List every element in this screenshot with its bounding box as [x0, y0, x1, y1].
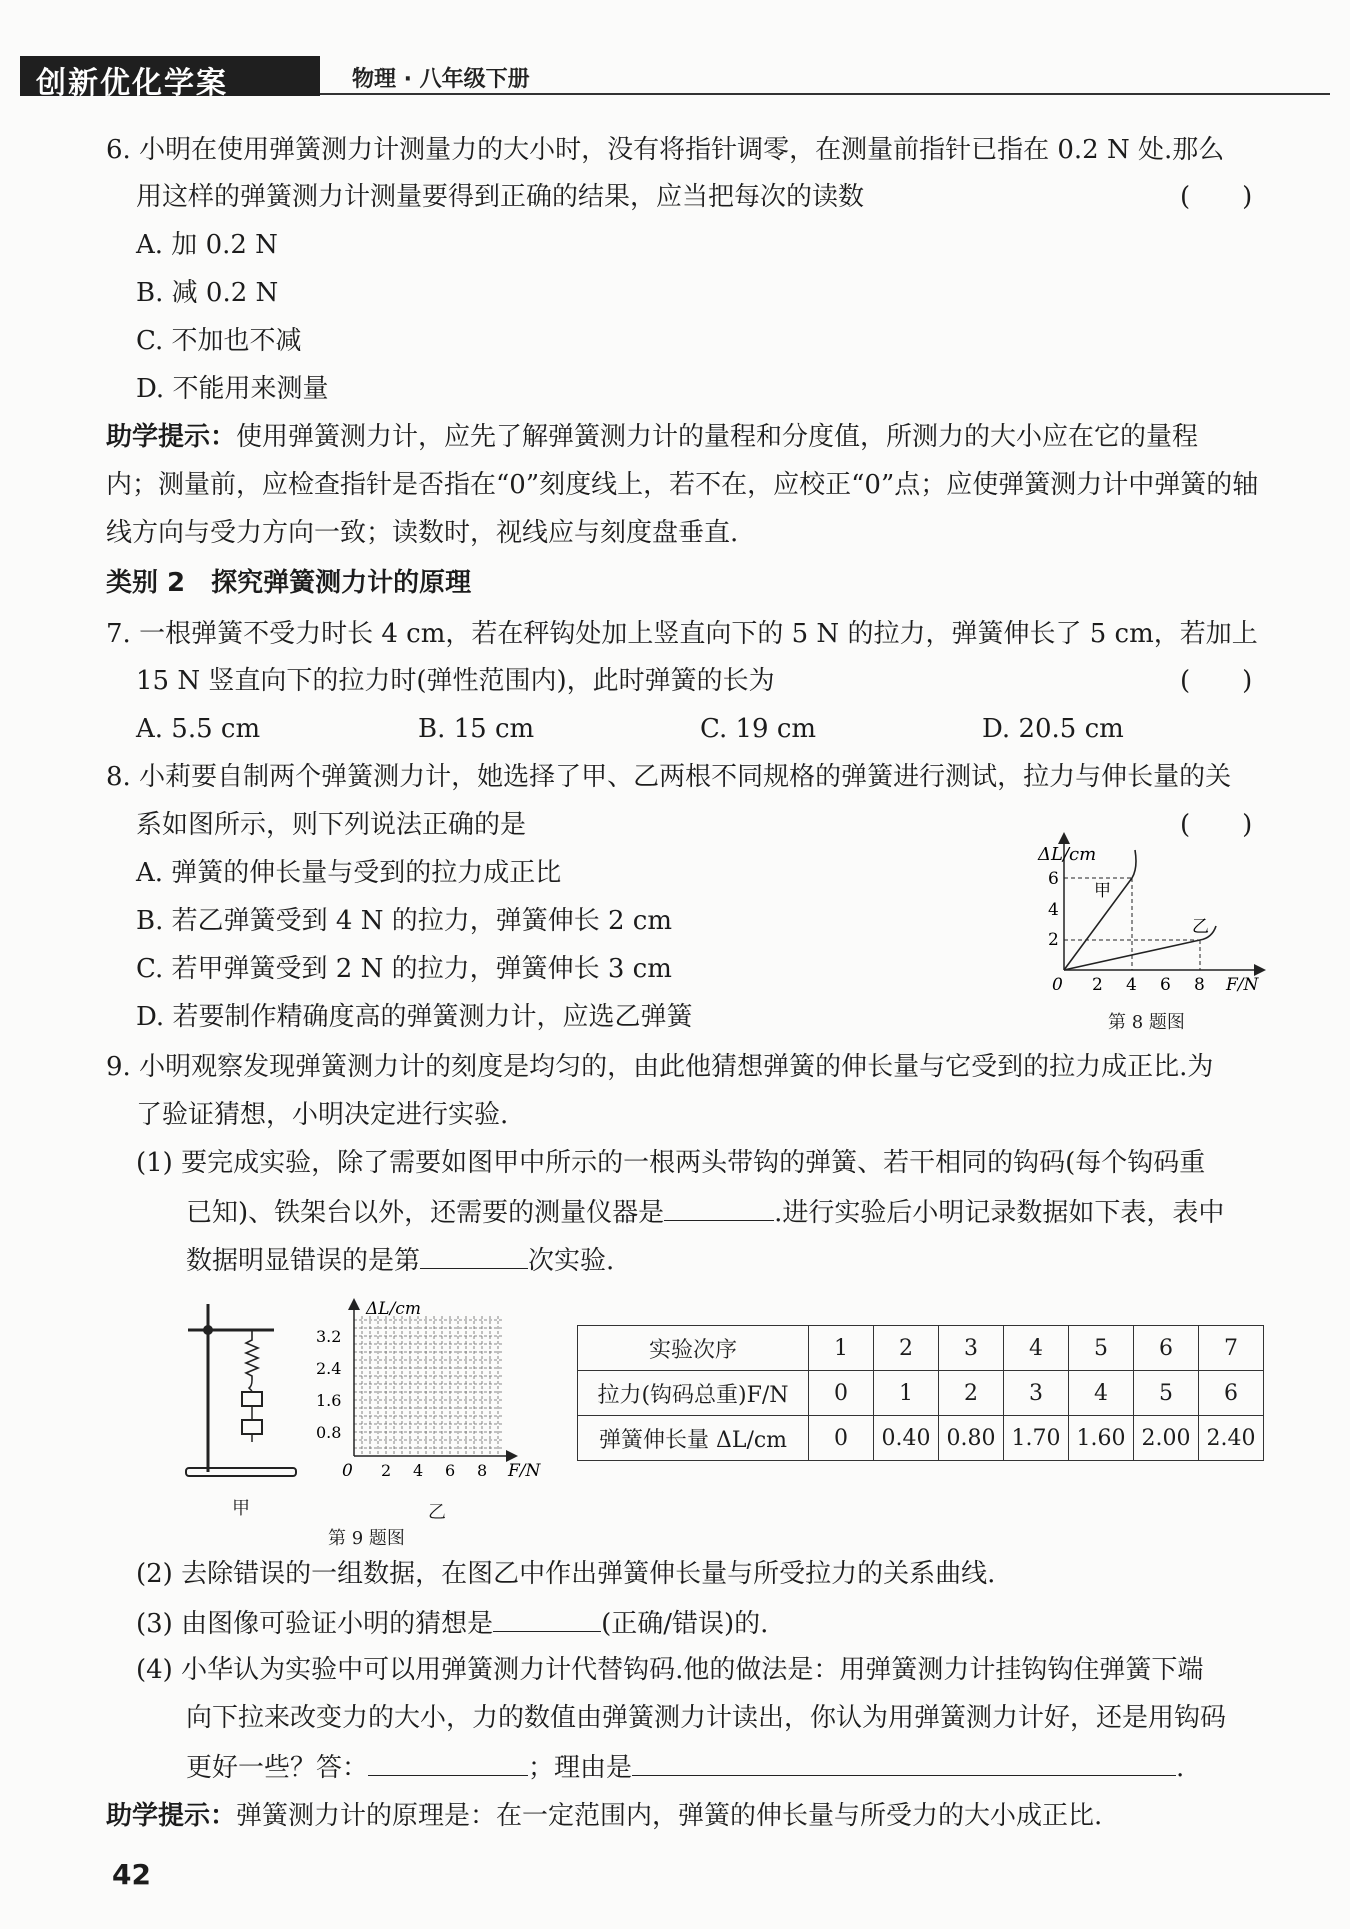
table-cell: 2 — [874, 1326, 939, 1371]
q9-p4-line2: 向下拉来改变力的大小，力的数值由弹簧测力计读出，你认为用弹簧测力计好，还是用钩码 — [186, 1703, 1227, 1733]
q9-line2: 了验证猜想，小明决定进行实验. — [136, 1100, 509, 1130]
q7-answer-paren: ( ) — [1180, 666, 1253, 696]
q9-caption: 第 9 题图 — [328, 1528, 405, 1549]
q8-xtick-8: 8 — [1194, 975, 1205, 995]
q8-xtick-4: 4 — [1126, 975, 1137, 995]
q9-figure-yi — [312, 1296, 562, 1486]
q6-option-c: C. 不加也不减 — [136, 326, 302, 356]
q7-option-a: A. 5.5 cm — [136, 714, 261, 744]
q9-xtick-4: 4 — [413, 1461, 424, 1480]
subject-title: 物理 · 八年级下册 — [352, 67, 530, 92]
q8-ytick-4: 4 — [1048, 900, 1059, 920]
q9-ytick-0-8: 0.8 — [316, 1423, 342, 1442]
tip1-text1: 使用弹簧测力计，应先了解弹簧测力计的量程和分度值，所测力的大小应在它的量程 — [236, 422, 1199, 452]
table-cell: 2 — [939, 1371, 1004, 1416]
instrument-answer-blank[interactable] — [664, 1194, 774, 1221]
q8-label-yi: 乙 — [1192, 917, 1209, 937]
q9-label-yi: 乙 — [428, 1502, 446, 1523]
q9-p1-line3b: 次实验. — [528, 1246, 615, 1276]
table-cell: 3 — [939, 1326, 1004, 1371]
q9-p4-line3a: 更好一些？答： — [186, 1753, 369, 1783]
q6-option-d: D. 不能用来测量 — [136, 374, 329, 404]
q7-line2: 15 N 竖直向下的拉力时(弹性范围内)，此时弹簧的长为 — [136, 666, 775, 696]
q7-line1: 7. 一根弹簧不受力时长 4 cm，若在秤钩处加上竖直向下的 5 N 的拉力，弹簧伸长了 5 cm，若加上 — [106, 619, 1258, 649]
tip2 — [106, 1799, 1102, 1833]
q9-figure-jia — [182, 1296, 302, 1486]
q9-p4-line3 — [186, 1749, 1184, 1785]
table-cell: 0 — [809, 1416, 874, 1461]
q9-p1-line3 — [186, 1242, 614, 1278]
q9-ytick-3-2: 3.2 — [316, 1327, 342, 1346]
table-row — [578, 1371, 1264, 1416]
q9-xlabel: F/N — [508, 1461, 541, 1481]
q8-xtick-2: 2 — [1092, 975, 1103, 995]
q8-figure — [1030, 830, 1270, 1000]
table-cell: 1 — [809, 1326, 874, 1371]
table-row — [578, 1416, 1264, 1461]
hook-weight-1 — [242, 1392, 262, 1406]
q7-option-d: D. 20.5 cm — [982, 714, 1124, 744]
q9-p1-line1: (1) 要完成实验，除了需要如图甲中所示的一根两头带钩的弹簧、若干相同的钩码(每个钩码重 — [136, 1148, 1206, 1178]
q8-caption: 第 8 题图 — [1108, 1012, 1185, 1033]
q8-line1: 8. 小莉要自制两个弹簧测力计，她选择了甲、乙两根不同规格的弹簧进行测试，拉力与伸长量的关 — [106, 762, 1232, 792]
q9-label-jia: 甲 — [232, 1498, 250, 1519]
choice-answer-blank[interactable] — [368, 1749, 528, 1776]
q9-ytick-1-6: 1.6 — [316, 1391, 342, 1410]
q8-line-jia — [1064, 850, 1136, 970]
q9-xtick-6: 6 — [445, 1461, 456, 1480]
q9-p1-line2 — [186, 1194, 1224, 1230]
q9-p3b: (正确/错误)的. — [601, 1609, 769, 1639]
q9-line1: 9. 小明观察发现弹簧测力计的刻度是均匀的，由此他猜想弹簧的伸长量与它受到的拉力成正比.为 — [106, 1052, 1214, 1082]
spring — [246, 1330, 258, 1380]
q8-ylabel: ΔL/cm — [1038, 844, 1097, 865]
q9-ytick-2-4: 2.4 — [316, 1359, 342, 1378]
stand-clamp — [203, 1325, 213, 1335]
conjecture-answer-blank[interactable] — [493, 1605, 601, 1632]
q6-answer-paren: ( ) — [1180, 182, 1253, 212]
table-cell: 弹簧伸长量 ΔL/cm — [578, 1416, 809, 1461]
table-cell: 0 — [809, 1371, 874, 1416]
q6-line2: 用这样的弹簧测力计测量要得到正确的结果，应当把每次的读数 — [136, 182, 865, 212]
q8-option-d: D. 若要制作精确度高的弹簧测力计，应选乙弹簧 — [136, 1002, 693, 1032]
table-cell: 4 — [1004, 1326, 1069, 1371]
table-cell: 2.40 — [1199, 1416, 1264, 1461]
q9-p3a: (3) 由图像可验证小明的猜想是 — [136, 1609, 494, 1639]
q8-xtick-6: 6 — [1160, 975, 1171, 995]
q8-option-c: C. 若甲弹簧受到 2 N 的拉力，弹簧伸长 3 cm — [136, 954, 672, 984]
table-cell: 1 — [874, 1371, 939, 1416]
q9-p4-line1: (4) 小华认为实验中可以用弹簧测力计代替钩码.他的做法是：用弹簧测力计挂钩钩住弹簧下端 — [136, 1655, 1204, 1685]
hook-weight-2 — [242, 1420, 262, 1434]
q6-option-b: B. 减 0.2 N — [136, 278, 279, 308]
table-cell: 5 — [1069, 1326, 1134, 1371]
q7-option-b: B. 15 cm — [418, 714, 535, 744]
reason-answer-blank[interactable] — [632, 1749, 1176, 1776]
table-cell: 5 — [1134, 1371, 1199, 1416]
table-cell: 1.60 — [1069, 1416, 1134, 1461]
q9-p4-line3c: . — [1176, 1753, 1185, 1783]
book-title: 创新优化学案 — [36, 66, 228, 101]
q9-xtick-2: 2 — [381, 1461, 392, 1480]
table-cell: 实验次序 — [578, 1326, 809, 1371]
table-cell: 0.80 — [939, 1416, 1004, 1461]
table-cell: 3 — [1004, 1371, 1069, 1416]
q6-line1: 6. 小明在使用弹簧测力计测量力的大小时，没有将指针调零，在测量前指针已指在 0.2 N 处.那么 — [106, 135, 1225, 165]
table-cell: 6 — [1199, 1371, 1264, 1416]
q8-option-a: A. 弹簧的伸长量与受到的拉力成正比 — [136, 858, 562, 888]
q8-option-b: B. 若乙弹簧受到 4 N 的拉力，弹簧伸长 2 cm — [136, 906, 673, 936]
header-rule — [320, 93, 1330, 95]
grid — [354, 1316, 502, 1456]
q8-line2: 系如图所示，则下列说法正确的是 — [136, 810, 527, 840]
tip2-label: 助学提示： — [106, 1801, 237, 1831]
tip1-label: 助学提示： — [106, 422, 237, 452]
q8-ytick-2: 2 — [1048, 930, 1059, 950]
q9-p1-line2b: .进行实验后小明记录数据如下表，表中 — [774, 1198, 1225, 1228]
table-cell: 0.40 — [874, 1416, 939, 1461]
category-heading: 类别 2 探究弹簧测力计的原理 — [106, 568, 472, 598]
q8-xlabel: F/N — [1226, 975, 1259, 995]
table-cell: 2.00 — [1134, 1416, 1199, 1461]
q8-ytick-6: 6 — [1048, 869, 1059, 889]
page-number: 42 — [112, 1858, 151, 1891]
q8-answer-paren: ( ) — [1180, 810, 1253, 840]
q8-origin: 0 — [1052, 975, 1063, 995]
q9-p2: (2) 去除错误的一组数据，在图乙中作出弹簧伸长量与所受拉力的关系曲线. — [136, 1559, 996, 1589]
tip2-text: 弹簧测力计的原理是：在一定范围内，弹簧的伸长量与所受力的大小成正比. — [236, 1801, 1103, 1831]
tip1-line1 — [106, 420, 1198, 454]
q9-origin: 0 — [342, 1461, 353, 1481]
q9-xtick-8: 8 — [477, 1461, 488, 1480]
q9-p1-line3a: 数据明显错误的是第 — [186, 1246, 421, 1276]
q7-option-c: C. 19 cm — [700, 714, 817, 744]
q9-p1-line2a: 已知)、铁架台以外，还需要的测量仪器是 — [186, 1198, 665, 1228]
q8-label-jia: 甲 — [1094, 881, 1111, 901]
q9-ylabel: ΔL/cm — [366, 1299, 421, 1319]
q6-option-a: A. 加 0.2 N — [136, 230, 278, 260]
data-table — [577, 1325, 1264, 1461]
q9-p3 — [136, 1605, 768, 1641]
table-cell: 拉力(钩码总重)F/N — [578, 1371, 809, 1416]
table-row — [578, 1326, 1264, 1371]
q9-p4-line3b: ；理由是 — [528, 1753, 633, 1783]
table-cell: 7 — [1199, 1326, 1264, 1371]
wrong-trial-answer-blank[interactable] — [420, 1242, 528, 1269]
table-cell: 4 — [1069, 1371, 1134, 1416]
stand-base — [186, 1468, 296, 1476]
tip1-line3: 线方向与受力方向一致；读数时，视线应与刻度盘垂直. — [106, 518, 739, 548]
table-cell: 6 — [1134, 1326, 1199, 1371]
table-cell: 1.70 — [1004, 1416, 1069, 1461]
tip1-line2: 内；测量前，应检查指针是否指在“0”刻度线上，若不在，应校正“0”点；应使弹簧测力计中弹簧的轴 — [106, 470, 1259, 500]
